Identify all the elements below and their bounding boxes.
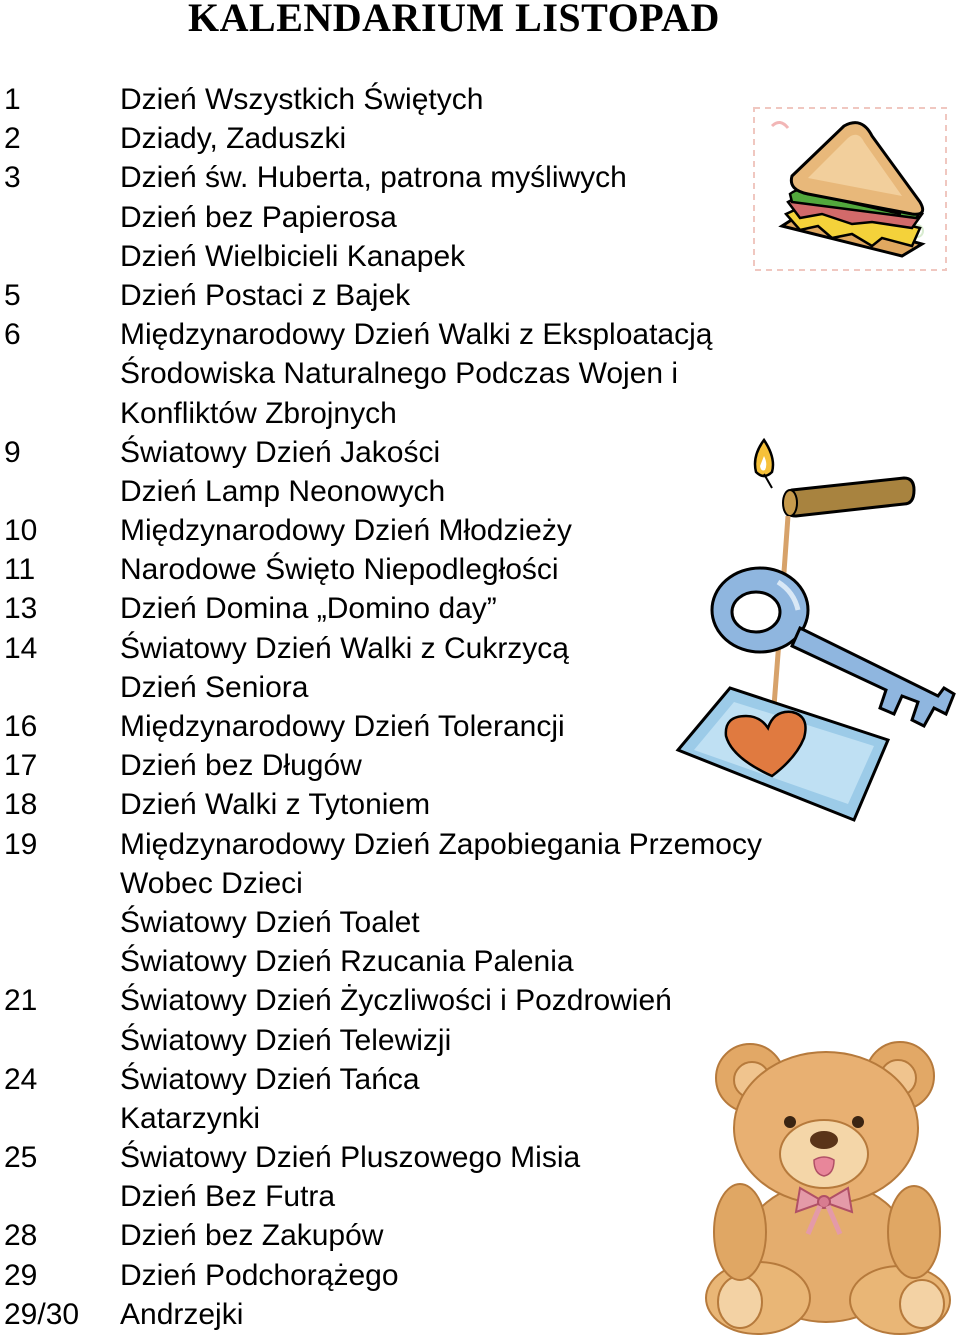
entry-event: Międzynarodowy Dzień Zapobiegania Przemocy bbox=[120, 827, 762, 861]
entry-day: 28 bbox=[4, 1219, 38, 1253]
entry-event: Konfliktów Zbrojnych bbox=[120, 396, 397, 430]
entry-day: 21 bbox=[4, 984, 38, 1018]
calendar-entry bbox=[0, 825, 860, 864]
entry-event: Dzień Domina „Domino day” bbox=[120, 592, 497, 626]
entry-day: 17 bbox=[4, 749, 38, 783]
entry-event: Dzień bez Papierosa bbox=[120, 200, 397, 234]
entry-day: 25 bbox=[4, 1141, 38, 1175]
entry-day: 16 bbox=[4, 710, 38, 743]
entry-day: 19 bbox=[4, 827, 38, 861]
calendar-entry bbox=[0, 276, 860, 315]
page-title: KALENDARIUM LISTOPAD bbox=[188, 0, 720, 40]
entry-event: Dzień Bez Futra bbox=[120, 1180, 336, 1214]
calendar-entry bbox=[0, 864, 860, 903]
teddy-bear-illustration bbox=[688, 1036, 960, 1338]
sandwich-illustration bbox=[752, 106, 948, 272]
entry-event: Międzynarodowy Dzień Młodzieży bbox=[120, 514, 572, 548]
calendar-entry bbox=[0, 394, 860, 433]
entry-day: 9 bbox=[4, 435, 21, 469]
entry-event: Katarzynki bbox=[120, 1101, 261, 1135]
calendar-entry bbox=[0, 903, 860, 942]
entry-event: Dzień Wielbicieli Kanapek bbox=[120, 239, 466, 273]
entry-event: Dzień Seniora bbox=[120, 670, 309, 704]
entry-event: Światowy Dzień Telewizji bbox=[120, 1023, 452, 1057]
entry-day: 3 bbox=[4, 161, 21, 195]
entry-event: Wobec Dzieci bbox=[120, 866, 303, 900]
entry-event: Narodowe Święto Niepodległości bbox=[120, 553, 559, 587]
calendar-entry bbox=[0, 80, 860, 119]
calendar-entry bbox=[0, 354, 860, 393]
entry-event: Andrzejki bbox=[120, 1297, 244, 1331]
entry-event: Międzynarodowy Dzień Tolerancji bbox=[120, 710, 565, 743]
entry-event: Dzień bez Zakupów bbox=[120, 1219, 384, 1253]
calendar-entry bbox=[0, 981, 860, 1020]
entry-day: 29 bbox=[4, 1258, 38, 1292]
entry-event: Dzień Lamp Neonowych bbox=[120, 474, 446, 508]
candle-key-illustration bbox=[668, 432, 958, 826]
entry-day: 10 bbox=[4, 514, 38, 548]
entry-day: 11 bbox=[4, 553, 36, 587]
calendar-entry bbox=[0, 158, 860, 197]
entry-event: Dzień bez Długów bbox=[120, 749, 362, 783]
entry-day: 13 bbox=[4, 592, 38, 626]
entry-day: 14 bbox=[4, 631, 38, 665]
entry-event: Dzień Walki z Tytoniem bbox=[120, 788, 431, 822]
entry-event: Światowy Dzień Jakości bbox=[120, 435, 441, 469]
entry-day: 29/30 bbox=[4, 1297, 80, 1331]
entry-event: Dzień Postaci z Bajek bbox=[120, 278, 411, 312]
entry-event: Światowy Dzień Toalet bbox=[120, 905, 420, 939]
calendar-entry bbox=[0, 119, 860, 158]
entry-day: 5 bbox=[4, 278, 21, 312]
entry-event: Dzień Podchorążego bbox=[120, 1258, 399, 1292]
entry-day: 6 bbox=[4, 318, 21, 352]
calendar-entry bbox=[0, 237, 860, 276]
entry-event: Światowy Dzień Walki z Cukrzycą bbox=[120, 631, 569, 665]
entry-event: Środowiska Naturalnego Podczas Wojen i bbox=[120, 357, 679, 391]
entry-event: Międzynarodowy Dzień Walki z Eksploatacją bbox=[120, 318, 713, 352]
entry-event: Światowy Dzień Pluszowego Misia bbox=[120, 1141, 581, 1175]
entry-day: 2 bbox=[4, 122, 21, 156]
entry-day: 18 bbox=[4, 788, 38, 822]
entry-event: Światowy Dzień Życzliwości i Pozdrowień bbox=[120, 984, 672, 1018]
calendar-entry bbox=[0, 198, 860, 237]
entry-event: Dzień Wszystkich Świętych bbox=[120, 83, 484, 116]
entry-day: 24 bbox=[4, 1062, 38, 1096]
entry-day: 1 bbox=[4, 83, 21, 116]
entry-event: Światowy Dzień Rzucania Palenia bbox=[120, 945, 574, 979]
entry-event: Dzień św. Huberta, patrona myśliwych bbox=[120, 161, 627, 195]
calendar-entry bbox=[0, 315, 860, 354]
entry-event: Światowy Dzień Tańca bbox=[120, 1062, 420, 1096]
calendar-entry bbox=[0, 942, 860, 981]
entry-event: Dziady, Zaduszki bbox=[120, 122, 347, 156]
